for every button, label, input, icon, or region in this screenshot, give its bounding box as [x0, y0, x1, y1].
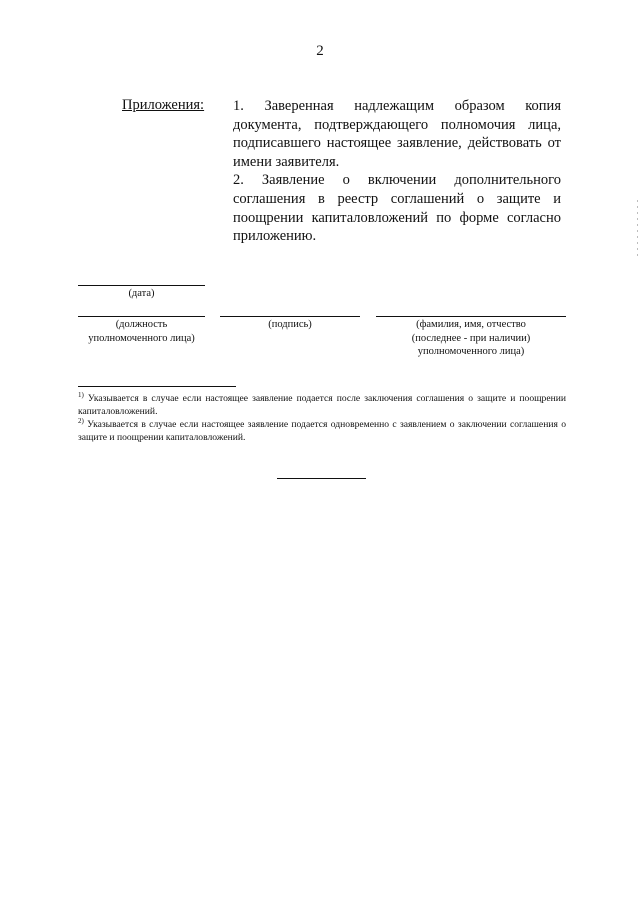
footnote-mark-1: 1) — [78, 390, 84, 399]
full-name-caption-line-3: уполномоченного лица) — [417, 346, 525, 357]
signature-caption: (подпись) — [268, 319, 312, 330]
position-caption-line-2: уполномоченного лица) — [88, 332, 195, 344]
scan-edge-artifact — [637, 200, 638, 260]
position-line — [78, 316, 205, 317]
full-name-caption-line-2: (последнее - при наличии) — [411, 332, 531, 344]
attachment-item-2: 2. Заявление о включении дополнительного соглашения в реестр соглашений о защите и поощрении капиталовложений по форме согласно приложению. — [233, 172, 561, 245]
position-caption-line-1: (должность — [115, 319, 168, 330]
attachments-list — [233, 97, 561, 246]
footnote-separator — [78, 386, 236, 387]
footnote-text-1: Указывается в случае если настоящее заявление подается после заключения соглашения о защите и поощрении капиталовложений. — [78, 393, 566, 417]
page-number: 2 — [316, 43, 324, 59]
footnote-2 — [78, 419, 566, 444]
attachment-item-1: 1. Заверенная надлежащим образом копия документа, подтверждающего полномочия лица, подписавшего настоящее заявление, действовать от имени заявителя. — [233, 98, 561, 170]
full-name-caption — [376, 318, 566, 359]
date-caption: (дата) — [128, 288, 155, 299]
date-line — [78, 285, 205, 286]
position-caption — [70, 318, 213, 345]
signature-line — [220, 316, 360, 317]
footnote-text-2: Указывается в случае если настоящее заявление подается одновременно с заявлением о заключении соглашения о защите и поощрении капиталовложений. — [78, 419, 566, 444]
footnote-mark-2: 2) — [78, 417, 84, 426]
document-end-rule — [277, 478, 366, 479]
full-name-line — [376, 316, 566, 317]
footnote-1 — [78, 390, 566, 418]
full-name-caption-line-1: (фамилия, имя, отчество — [416, 319, 526, 330]
footnotes — [78, 390, 566, 446]
attachments-label: Приложения: — [122, 97, 205, 113]
